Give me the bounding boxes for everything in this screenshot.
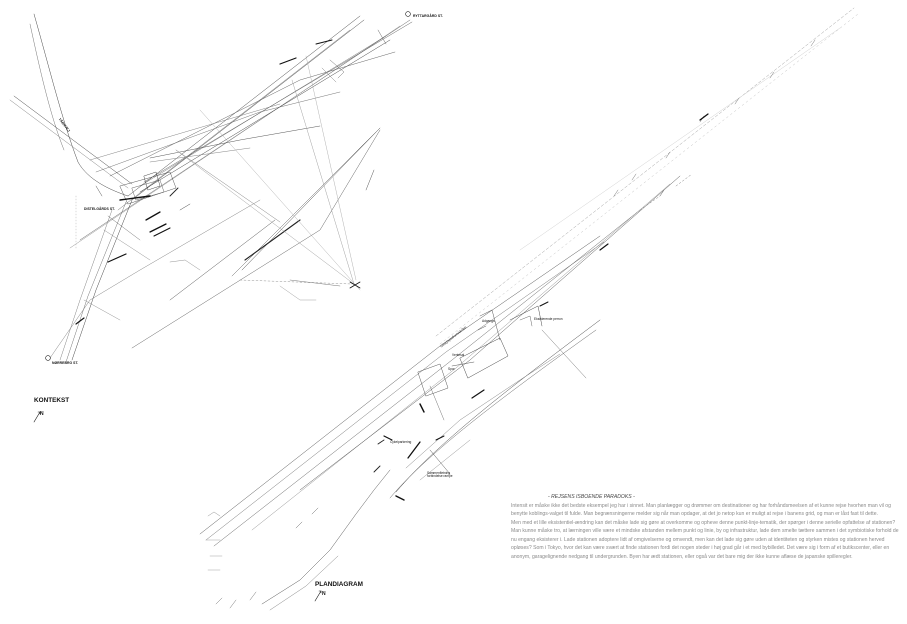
- plan-note: Adgangs: [482, 319, 495, 323]
- plan-note: Cykelparkering: [390, 440, 412, 444]
- street-label-left: TÅRNVEJ: [57, 117, 71, 133]
- north-arrow-icon: [315, 591, 321, 601]
- street-label-mid: DISTELGÅRDS ST.: [84, 207, 115, 211]
- plan-note: Eksisterende perron: [534, 317, 563, 321]
- street-label-bottom: NØRREBRO ST.: [52, 361, 79, 365]
- context-heading: KONTEKST: [34, 397, 70, 404]
- plan-note: Sammenfletning forbindelse rampe: [427, 471, 453, 479]
- essay-title: - REJSENS ISBOENDE PARADOKS -: [548, 494, 635, 500]
- plan-note: Ventesal: [452, 353, 465, 357]
- context-north-label: N: [40, 411, 44, 417]
- essay-paragraph: Intensit er måske ikke det bedste eksempel jeg har i sinnet. Man planlægger og drømmer om destinationer og har forhåndsmeelsen af et kunne rejse hvorhen man vil og benytte koblings-valget til fulde. Man begrænsningerne melder sig når man opdager, at det jo netop kun er muligt at rejse i banens grid, og man er låst fast til dette.: [511, 502, 891, 518]
- essay-paragraph: Man kunne måske tro, at lærningen ville være et mindske afstanden mellem punkt og linie, by og infrastruktur, lade dem smelte tættere sammen i det symbiotiske forhold de nu engang eksisterer i. Lade stationen adoptere lidt af omgivelserne og omvendt, men kan det lade sig gøre uden at identiteten og styrken mistes og stationen herved opløses? Som i Tokyo, hvor det kan være svært at finde stationen fordi det nogen steder i høj grad går i et med bybilledet. Det være sig i form af et butikscenter, eller en anonym, garagelignende nedgang til undergrunden. Byen har ædt stationen, eller også var det bare mig der ikke kunne aflæse de japanske spilleregler.: [511, 528, 899, 560]
- plan-north-label: N: [322, 591, 326, 597]
- context-map: [10, 12, 412, 362]
- essay-text-block: [511, 493, 901, 561]
- plan-note: Udsigtsplatform/skråsti: [439, 325, 468, 349]
- plan-note: Spor: [448, 367, 455, 371]
- plan-heading: PLANDIAGRAM: [315, 581, 363, 588]
- essay-paragraph: Men med et lille eksistentiel-ændring kan det måske lade sig gøre at overkomme og opheve denne punkt-linje-tematik, der spørger i denne serielle opfattelse af stationen?: [511, 519, 896, 526]
- street-label-top: RYTTARGÅRD ST.: [413, 14, 443, 18]
